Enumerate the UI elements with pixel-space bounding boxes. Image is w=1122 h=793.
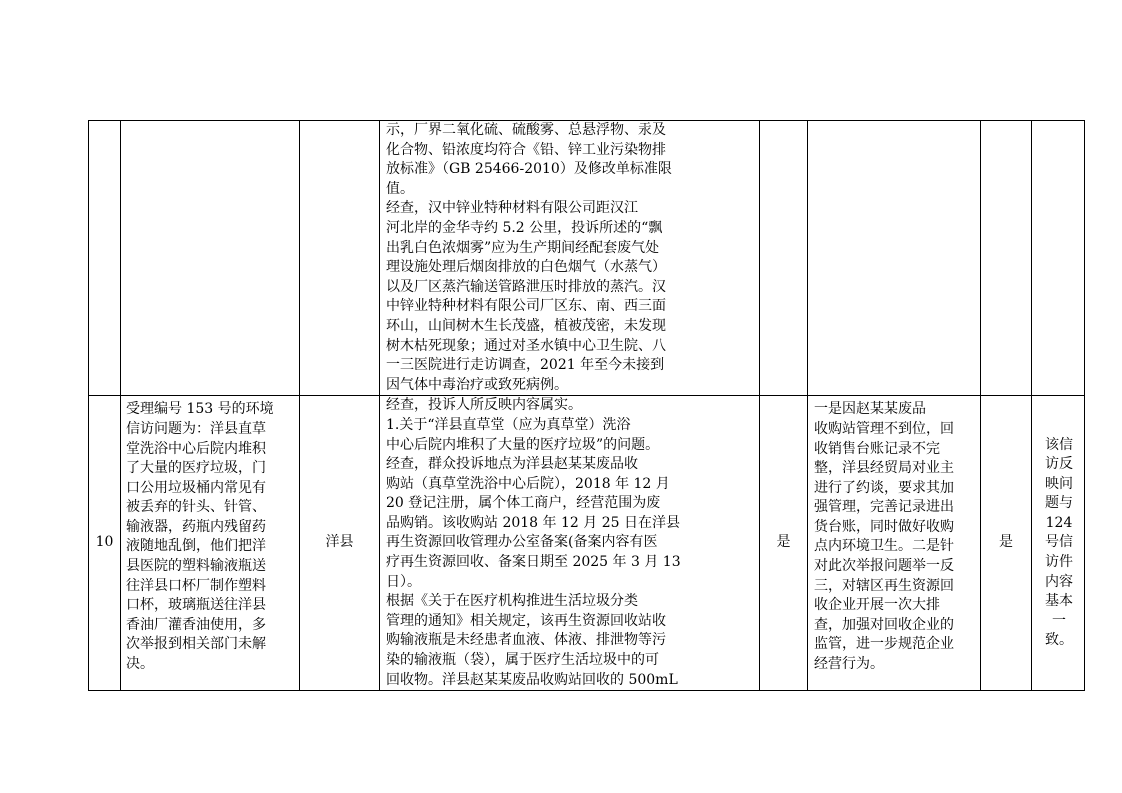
action-taken: 一是因赵某某废品 收购站管理不到位，回 收销售台账记录不完 整，洋县经贸局对业主 进行了约谈，要求其加 强管理，完善记录进出 货台账，同时做好收购 点内环境卫生。二是针 对此次举报问题举一反 三，对辖区再生资源回 收企业开展一次大排 查，加强对回收企业的 监管，进一步规范企业 经营行为。 [814,401,954,673]
complaint-description: 受理编号 153 号的环境 信访问题为：洋县直草 堂洗浴中心后院内堆积 了大量的医疗垃圾，门 口公用垃圾桶内常见有 被丢弃的针头、针管、 输液器，药瓶内残留药 液随地乱倒，他们把洋 县医院的塑料输液瓶送 往洋县口杯厂制作塑料 口杯，玻璃瓶送往洋县 香油厂灌香油使用，多 次举报到相关部门未解 决。 [126,401,274,673]
county-cell [300,121,380,396]
row-number-cell [89,121,121,396]
remark: 该信 访反 映问 题与 124 号信 访件 内容 基本 一 致。 [1045,436,1073,649]
row-number: 10 [95,534,114,551]
verified-cell [760,121,808,396]
resolved-flag: 是 [999,534,1013,551]
complaint-description-cell [121,121,300,396]
table-row [89,121,1085,396]
investigation-detail: 经查，投诉人所反映内容属实。 1.关于“洋县直草堂（应为真草堂）洗浴 中心后院内堆积了大量的医疗垃圾”的问题。 经查，群众投诉地点为洋县赵某某废品收 购站（真草堂洗浴中心后院），2018 年 12 月 20 登记注册，属个体工商户，经营范围为废 品购销。该收购站 2018 年 12 月 25 日在洋县 再生资源回收管理办公室备案(备案内容有医 疗再生资源回收、备案日期至 2025 年 3 月 13 日）。 根据《关于在医疗机构推进生活垃圾分类 管理的通知》相关规定，该再生资源回收站收 购输液瓶是未经患者血液、体液、排泄物等污 染的输液瓶（袋），属于医疗生活垃圾中的可 回收物。洋县赵某某废品收购站回收的 500mL [386,397,681,688]
row-number-cell [89,396,121,691]
verified-cell [760,396,808,691]
complaint-description [121,121,299,125]
county: 洋县 [325,534,354,551]
complaint-description-cell [121,396,300,691]
investigation-detail-cell [380,396,760,691]
resolved-cell [981,121,1032,396]
remark-cell [1032,121,1085,396]
action-taken-cell [808,121,981,396]
remark-cell [1032,396,1085,691]
investigation-detail-cell [380,121,760,396]
action-taken [808,121,980,125]
investigation-detail: 示，厂界二氧化硫、硫酸雾、总悬浮物、汞及 化合物、铅浓度均符合《铅、锌工业污染物排 放标准》（GB 25466-2010）及修改单标准限 值。 经查，汉中锌业特种材料有限公司距汉江 河北岸的金华寺约 5.2 公里，投诉所述的“飘 出乳白色浓烟雾”应为生产期间经配套废气处 理设施处理后烟囱排放的白色烟气（水蒸气） 以及厂区蒸汽输送管路泄压时排放的蒸汽。汉 中锌业特种材料有限公司厂区东、南、西三面 环山，山间树木生长茂盛，植被茂密，未发现 树木枯死现象；通过对圣水镇中心卫生院、八 一三医院进行走访调查，2021 年至今未接到 因气体中毒治疗或致死病例。 [386,122,672,393]
verified-flag: 是 [776,534,791,551]
complaint-table [88,120,1085,691]
action-taken-cell [808,396,981,691]
resolved-cell [981,396,1032,691]
county-cell [300,396,380,691]
table-row [89,396,1085,691]
